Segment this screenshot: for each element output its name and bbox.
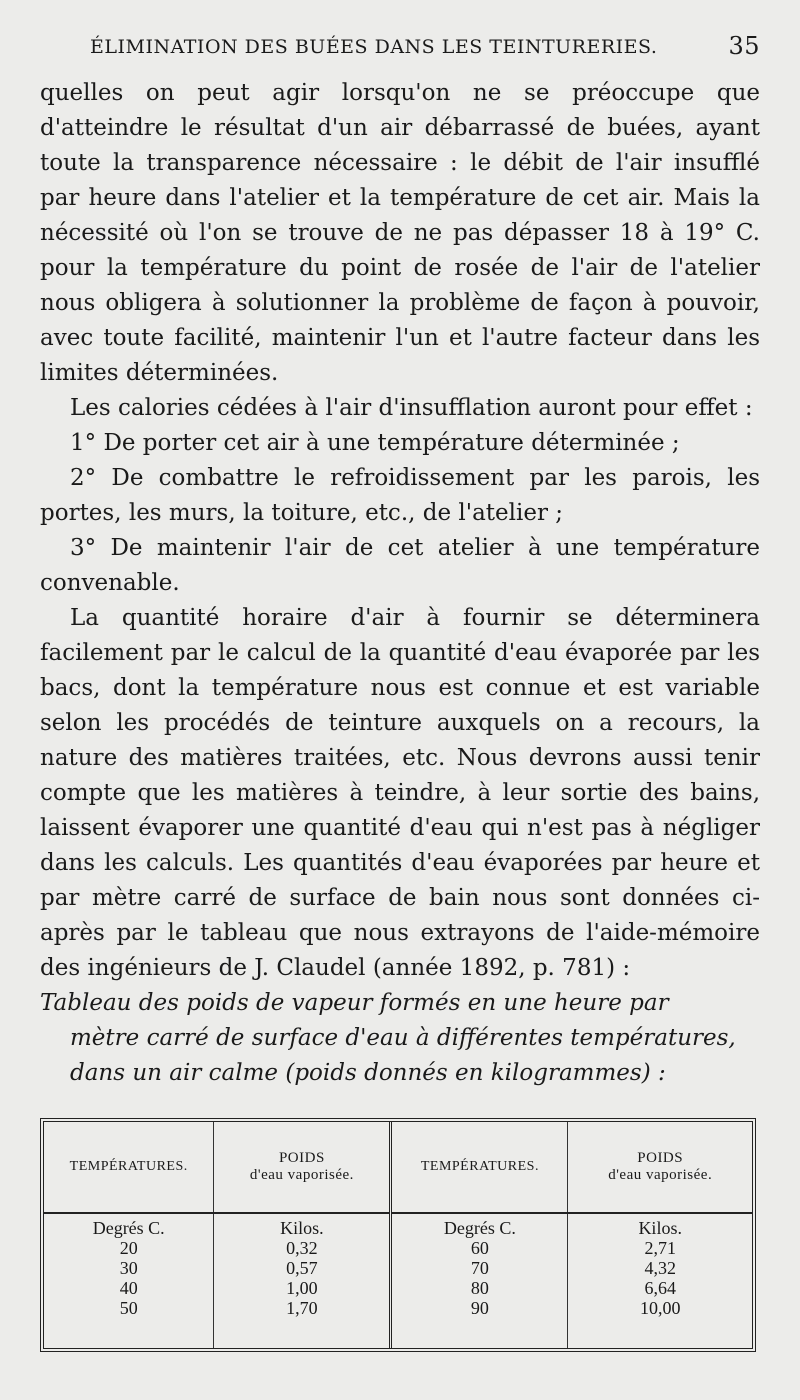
list-item-3: 3° De maintenir l'air de cet atelier à une température convenable. [40, 535, 760, 596]
running-header [90, 32, 760, 66]
paragraph-3: La quantité horaire d'air à fournir se déterminera facilement par le calcul de la quantité d'eau évaporée par les bacs, dont la température nous est connue et est variable selon les procédés de teinture auxquels on a recours, la nature des matières traitées, etc. Nous devrons aussi tenir compte que les matières à teindre, à leur sortie des bains, laissent évaporer une quantité d'eau qui n'est pas à négliger dans les calculs. Les quantités d'eau évaporées par heure et par mètre carré de surface de bain nous sont données ci-après par le tableau que nous extrayons de l'aide-mémoire des ingénieurs de J. Claudel (année 1892, p. 781) : [40, 605, 760, 981]
table-caption [40, 986, 760, 1091]
unit-kilos-right: Kilos. [638, 1218, 682, 1238]
header-poids-right-bottom: d'eau vaporisée. [608, 1167, 713, 1183]
cell-kilos-left [214, 1213, 391, 1348]
header-poids-left-top: POIDS [278, 1150, 325, 1166]
page-number: 35 [728, 32, 760, 60]
paragraph-1: quelles on peut agir lorsqu'on ne se préoccupe que d'atteindre le résultat d'un air débarrassé de buées, ayant toute la transparence nécessaire : le débit de l'air insufflé par heure dans l'atelier et la température de cet air. Mais la nécessité où l'on se trouve de ne pas dépasser 18 à 19° C. pour la température du point de rosée de l'air de l'atelier nous obligera à solutionner la problème de façon à pouvoir, avec toute facilité, maintenir l'un et l'autre facteur dans les limites déterminées. [40, 80, 760, 386]
cell-temps-right [391, 1213, 568, 1348]
header-poids-right-top: POIDS [637, 1150, 684, 1166]
body-text [40, 76, 760, 1091]
temps-right-values: 60 70 80 90 [470, 1238, 489, 1318]
caption-line-2: mètre carré de surface d'eau à différentes températures, [70, 1025, 736, 1051]
header-title: ÉLIMINATION DES BUÉES DANS LES TEINTURERIES. [90, 36, 658, 58]
header-temperatures-right: TEMPÉRATURES. [391, 1122, 568, 1213]
caption-line-1: Tableau des poids de vapeur formés en une heure par [40, 990, 669, 1016]
kilos-right-values: 2,71 4,32 6,64 10,00 [639, 1238, 681, 1318]
cell-temps-left [44, 1213, 214, 1348]
kilos-left-values: 0,32 0,57 1,00 1,70 [286, 1238, 318, 1318]
header-poids-left [214, 1122, 391, 1213]
unit-kilos-left: Kilos. [280, 1218, 324, 1238]
temps-left-values: 20 30 40 50 [119, 1238, 138, 1318]
header-poids-right [568, 1122, 752, 1213]
cell-kilos-right [568, 1213, 752, 1348]
vapor-table [40, 1118, 756, 1352]
header-temperatures-left: TEMPÉRATURES. [44, 1122, 214, 1213]
header-poids-left-bottom: d'eau vaporisée. [249, 1167, 354, 1183]
list-item-1: 1° De porter cet air à une température déterminée ; [70, 430, 680, 456]
paragraph-2: Les calories cédées à l'air d'insufflation auront pour effet : [70, 395, 753, 421]
caption-line-3: dans un air calme (poids donnés en kilogrammes) : [70, 1060, 666, 1086]
unit-degres-right: Degrés C. [443, 1218, 516, 1238]
list-item-2: 2° De combattre le refroidissement par les parois, les portes, les murs, la toiture, etc., de l'atelier ; [40, 465, 760, 526]
unit-degres-left: Degrés C. [92, 1218, 165, 1238]
